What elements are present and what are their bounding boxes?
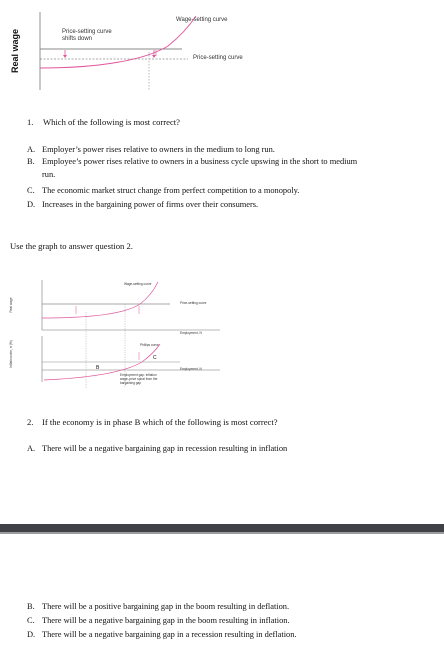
graph2-bottom-note-line1: Employment gap: inflation: [120, 373, 157, 377]
graph2-price-setting-label: Price-setting curve: [180, 301, 207, 305]
graph2-point-c: C: [153, 355, 157, 361]
page-divider-shadow: [0, 532, 444, 534]
question1-option-b-text: Employee’s power rises relative to owners in a business cycle upswing in the short to medium: [42, 157, 358, 166]
page-divider: [0, 524, 444, 532]
question1-text: Which of the following is most correct?: [43, 117, 180, 127]
question1-option-d-text: Increases in the bargaining power of firms over their consumers.: [42, 200, 259, 209]
question2-option-b-text: There will be a positive bargaining gap in the boom resulting in deflation.: [42, 602, 290, 611]
graph2-bottom-note: [120, 373, 157, 385]
graph2-employment-label-top: Employment, N: [180, 331, 202, 335]
graph2-point-b: B: [96, 365, 100, 371]
question1-option-b-text-cont: run.: [42, 170, 56, 179]
graph1-shift-label-line2: shifts down: [62, 36, 93, 42]
question2-number: 2.: [27, 417, 34, 427]
question1-option-c-text: The economic market struct change from perfect competition to a monopoly.: [42, 186, 300, 195]
question1-number: 1.: [27, 117, 34, 127]
question1-option-a-letter: A.: [27, 145, 36, 154]
graph2-ylabel-top: Real wage: [9, 297, 13, 313]
graph2-ylabel-bottom: Inflation rate, π (%): [9, 340, 13, 368]
graph1-shift-label-line1: Price-setting curve: [62, 29, 112, 35]
question1-option-c-letter: C.: [27, 186, 35, 195]
graph2-employment-label-bottom: Employment, N: [180, 367, 202, 371]
graph2-bottom-note-line3: bargaining gap: [120, 381, 142, 385]
graph2-wage-setting-curve: [42, 282, 158, 318]
graph1-shift-label: [62, 29, 112, 43]
question2-option-c-letter: C.: [27, 616, 35, 625]
graph2-bottom-note-line2: wage–price spiral from the: [120, 377, 158, 381]
question1-option-a-text: Employer’s power rises relative to owners in the medium to long run.: [42, 145, 275, 154]
question1-option-d-letter: D.: [27, 200, 36, 209]
question1-option-b-letter: B.: [27, 157, 35, 166]
graph2-wage-setting-label: Wage-setting curve: [124, 282, 152, 286]
question2-text: If the economy is in phase B which of the following is most correct?: [42, 417, 278, 427]
graph2-phillips-label: Phillips curve: [140, 343, 159, 347]
question2-option-d-letter: D.: [27, 630, 36, 639]
graph1-wage-setting-label: Wage-setting curve: [176, 17, 228, 23]
instruction-text: Use the graph to answer question 2.: [10, 241, 133, 251]
question2-option-c-text: There will be a negative bargaining gap in the boom resulting in inflation.: [42, 616, 290, 625]
question2-option-a-text: There will be a negative bargaining gap in recession resulting in inflation: [42, 444, 288, 453]
question2-option-b-letter: B.: [27, 602, 35, 611]
question2-option-a-letter: A.: [27, 444, 36, 453]
question2-option-d-text: There will be a negative bargaining gap in a recession resulting in deflation.: [42, 630, 297, 639]
graph1-price-setting-label: Price-setting curve: [193, 55, 243, 61]
graph1-ylabel: Real wage: [10, 28, 20, 74]
